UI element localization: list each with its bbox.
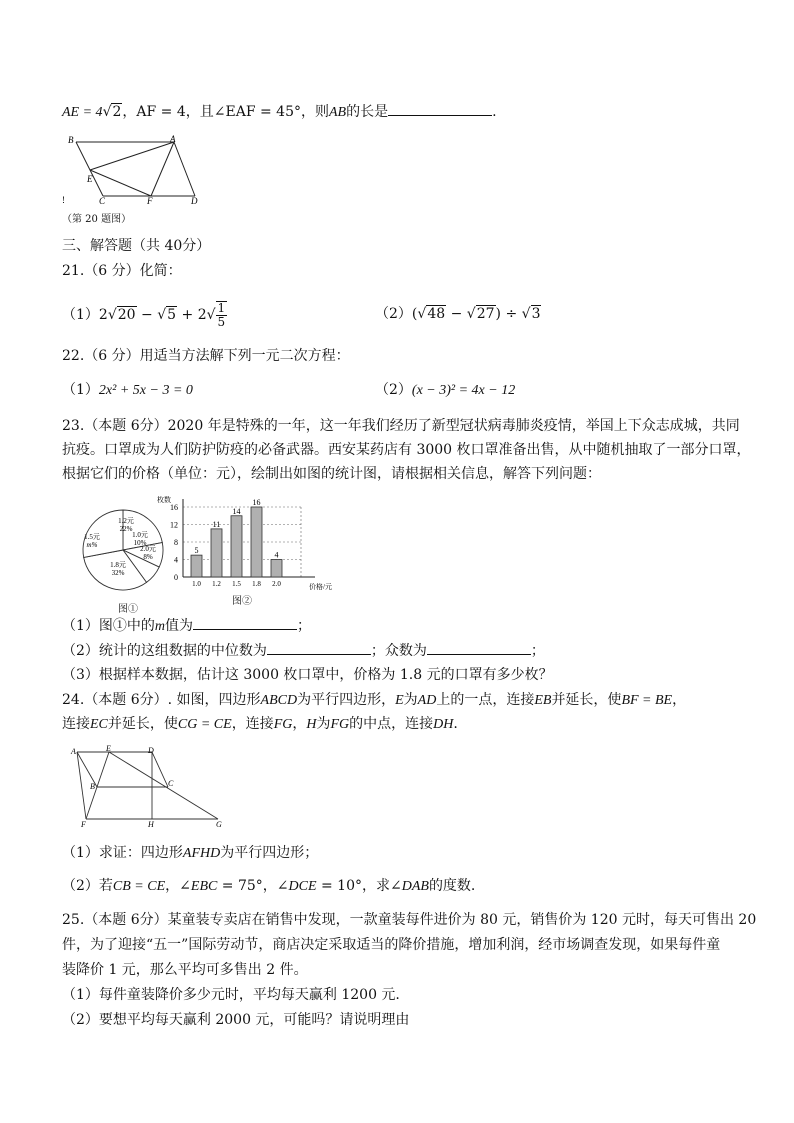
pie-percent-2: 8% [143, 553, 153, 561]
q24-l2-d: ， [292, 716, 307, 732]
q20-ab: AB [329, 105, 347, 120]
q20-label-d: D [191, 196, 198, 206]
q23-sub1 [62, 615, 311, 637]
q23-sub3: （3）根据样本数据，估计这 3000 枚口罩中，价格为 1.8 元的口罩有多少枚？ [62, 667, 553, 683]
q24-l2-a: 连接 [62, 716, 90, 732]
q24-sub2-c: = 75°，∠ [217, 878, 289, 894]
q22-part2 [375, 380, 515, 401]
q24-line2 [62, 714, 458, 735]
q24-sub2-a: （2）若 [62, 878, 113, 894]
bar-xtick-label: 1.8 [252, 580, 261, 588]
q21-p2-root1: 48 [427, 306, 446, 322]
q24-l2-c: ，连接 [231, 716, 274, 732]
q22-p2-label: （2） [375, 382, 412, 398]
pie-percent-1: 10% [133, 539, 147, 547]
q20-end: . [492, 104, 497, 120]
pie-label-0: 1.2元 [118, 517, 134, 525]
q23-median-blank[interactable] [267, 640, 371, 655]
q23-sub1-var: m [154, 619, 166, 634]
q22-stem: 22.（6 分）用适当方法解下列一元二次方程： [62, 348, 350, 364]
q24-sub2-d: = 10°，求∠ [316, 878, 402, 894]
q20-mid: ，AF = 4，且∠EAF = 45°，则 [122, 104, 329, 120]
q21-p1-minus: − [136, 307, 158, 323]
bar-1.5 [231, 516, 242, 577]
q24-l2-f: 的中点，连接 [349, 716, 434, 732]
bar-ytick-label: 0 [174, 573, 178, 582]
q24-fg: FG [273, 717, 293, 732]
q22-p1-label: （1） [62, 382, 99, 398]
bar-1.8 [251, 507, 262, 577]
q24-label-e: E [106, 744, 111, 753]
q24-e: E [395, 693, 404, 708]
q24-l1-b: 为平行四边形， [297, 692, 396, 708]
q24-label-c: C [168, 779, 174, 788]
q21-part2: （2）(√48 − √27) ÷ √3 [375, 306, 541, 322]
bar-chart [155, 493, 332, 593]
q22-p1-eq: 2x² + 5x − 3 = 0 [98, 383, 193, 398]
q25-sub2: （2）要想平均每天赢利 2000 元，可能吗？请说明理由 [62, 1012, 410, 1028]
q21-p2-minus: − [446, 306, 467, 322]
bar-ylabel: 枚数 [157, 496, 171, 504]
bar-xtick-label: 1.2 [212, 580, 221, 588]
bar-xtick-label: 1.5 [232, 580, 241, 588]
q24-line1 [62, 690, 686, 711]
q24-afhd: AFHD [182, 846, 221, 861]
q24-l1-a: 24.（本题 6分）. 如图，四边形 [62, 692, 261, 708]
q21-part1: （1）2√20 − √5 + 2√ $\frac{1}{5}$ [62, 301, 226, 329]
q21-p1-plus: + 2 [177, 307, 207, 323]
q20-label-b: B [68, 135, 74, 145]
q20-fig-caption: （第 20 题图） [62, 214, 132, 225]
q20-ae: AE = 4 [62, 105, 103, 120]
pie-percent-0: 22% [119, 525, 133, 533]
q23-sub1-tail: 值为 [165, 618, 194, 634]
q23-mode-blank[interactable] [427, 640, 531, 655]
bar-value-label: 14 [232, 506, 241, 516]
q21-p2-root2: 27 [476, 306, 495, 322]
bar-value-label: 11 [212, 519, 221, 529]
q24-l1-d: 上的一点，连接 [436, 692, 535, 708]
q23-sub2-mid: ；众数为 [370, 643, 427, 659]
section3-title: 三、解答题（共 40分） [62, 238, 211, 254]
q21-p2-div: ÷ [501, 306, 522, 322]
q24-label-d: D [148, 746, 154, 755]
q24-sub2 [62, 876, 475, 897]
bar-ytick-label: 16 [170, 503, 178, 512]
q24-ad: AD [417, 693, 437, 708]
q24-label-h: H [148, 820, 154, 829]
q24-label-b: B [90, 782, 95, 791]
q24-eb: EB [534, 693, 552, 708]
bar-value-label: 16 [252, 498, 261, 507]
q24-ebc: EBC [190, 879, 218, 894]
q23-sub2 [62, 640, 545, 661]
q24-abcd: ABCD [260, 693, 298, 708]
q21-p1-root1: 20 [117, 307, 136, 323]
q24-l1-e: 并延长，使 [551, 692, 622, 708]
q24-bfbe: BF = BE [621, 693, 673, 708]
bar-value-label: 5 [194, 546, 199, 556]
q20-label-a: A [170, 134, 176, 144]
q20-post: 的长是 [346, 104, 389, 120]
bar-2.0 [271, 560, 282, 578]
bar-1.2 [211, 529, 222, 577]
q21-p1-den: 5 [217, 315, 226, 329]
q24-fg2: FG [330, 717, 350, 732]
q23-line2: 抗疫。口罩成为人们防护防疫的必备武器。西安某药店有 3000 枚口罩准备出售，从中随机抽取了一部分口罩， [62, 442, 751, 458]
pie-percent-3: 32% [111, 569, 125, 577]
q24-dh: DH [433, 717, 454, 732]
bar-value-label: 4 [274, 550, 279, 560]
q24-sub1-b: 为平行四边形； [220, 845, 319, 861]
q20-label-e: E [87, 174, 93, 184]
q21-p1-coef: 2 [98, 307, 108, 323]
bar-ytick-label: 8 [174, 538, 178, 547]
q21-p1-root2: 5 [167, 307, 177, 323]
q22-part1 [62, 380, 193, 401]
q23-sub2-text: （2）统计的这组数据的中位数为 [62, 643, 267, 659]
bar-xlabel: 价格/元 [309, 583, 332, 591]
bar-1.0 [191, 555, 202, 577]
q21-p1-label: （1） [62, 307, 99, 323]
bar-ytick-label: 4 [174, 555, 178, 565]
pie-label-3: 1.8元 [110, 561, 126, 569]
q24-h: H [306, 717, 317, 732]
q21-p1-fraction [216, 301, 228, 329]
q25-line3: 装降价 1 元，那么平均可多售出 2 件。 [62, 962, 308, 978]
pie-label-4: 1.5元 [84, 533, 100, 541]
q25-line2: 件，为了迎接“五一”国际劳动节，商店决定采取适当的降价措施，增加利润，经市场调查发现，如果每件童 [62, 937, 721, 953]
q20-text: AE = 4√2，AF = 4，且∠EAF = 45°，则AB的长是 . [62, 101, 497, 123]
bar-xtick-label: 2.0 [272, 580, 281, 588]
pie-caption: 图① [118, 604, 138, 615]
bar-caption: 图② [232, 596, 252, 607]
q23-sub2-end: ； [530, 643, 545, 659]
q23-sub1-blank[interactable] [193, 615, 297, 630]
q24-label-f: F [81, 820, 86, 829]
q24-label-a: A [71, 747, 76, 756]
q20-figure [62, 135, 212, 215]
q20-sqrt2: 2 [112, 104, 122, 120]
q24-l1-c: 为 [403, 692, 418, 708]
q21-p2-root3: 3 [531, 306, 541, 322]
q24-ec: EC [90, 717, 108, 732]
q21-stem: 21.（6 分）化简： [62, 263, 182, 279]
q24-l1-f: ， [672, 692, 687, 708]
q24-sub1-a: （1）求证：四边形 [62, 845, 183, 861]
q21-p1-num: 1 [217, 301, 226, 315]
q24-l2-g: . [453, 716, 458, 732]
q24-label-g: G [216, 820, 222, 829]
q21-p2-label: （2） [375, 306, 412, 322]
pie-percent-4: m% [86, 541, 98, 549]
q24-dab: DAB [401, 879, 429, 894]
pie-label-2: 2.0元 [140, 545, 156, 553]
q24-cgce: CG = CE [177, 717, 232, 732]
q24-dce: DCE [288, 879, 317, 894]
q20-label-f: F [147, 196, 153, 206]
q25-sub1: （1）每件童装降价多少元时，平均每天赢利 1200 元. [62, 987, 400, 1003]
q24-sub2-e: 的度数. [428, 878, 476, 894]
q24-sub1 [62, 843, 318, 864]
q23-line3: 根据它们的价格（单位：元），绘制出如图的统计图，请根据相关信息，解答下列问题： [62, 466, 601, 482]
q23-sub1-text: （1）图①中的 [62, 618, 155, 634]
q24-cbce: CB = CE [112, 879, 166, 894]
q20-stray-mark: ! [62, 195, 65, 205]
q24-figure [68, 744, 228, 832]
q20-answer-blank[interactable] [388, 101, 492, 116]
q24-l2-b: 并延长，使 [107, 716, 178, 732]
bar-ytick-label: 12 [170, 520, 178, 530]
q24-sub2-b: ，∠ [165, 878, 191, 894]
q25-line1: 25.（本题 6分）某童装专卖店在销售中发现，一款童装每件进价为 80 元，销售价为 120 元时，每天可售出 20 [62, 912, 757, 928]
q24-l2-e: 为 [316, 716, 331, 732]
bar-xtick-label: 1.0 [192, 580, 201, 588]
q23-line1: 23.（本题 6分）2020 年是特殊的一年，这一年我们经历了新型冠状病毒肺炎疫情，举国上下众志成城，共同 [62, 418, 740, 434]
pie-label-1: 1.0元 [132, 531, 148, 539]
q22-p2-eq: (x − 3)² = 4x − 12 [411, 383, 516, 398]
q20-label-c: C [99, 196, 106, 206]
q23-sub1-end: ； [297, 618, 312, 634]
